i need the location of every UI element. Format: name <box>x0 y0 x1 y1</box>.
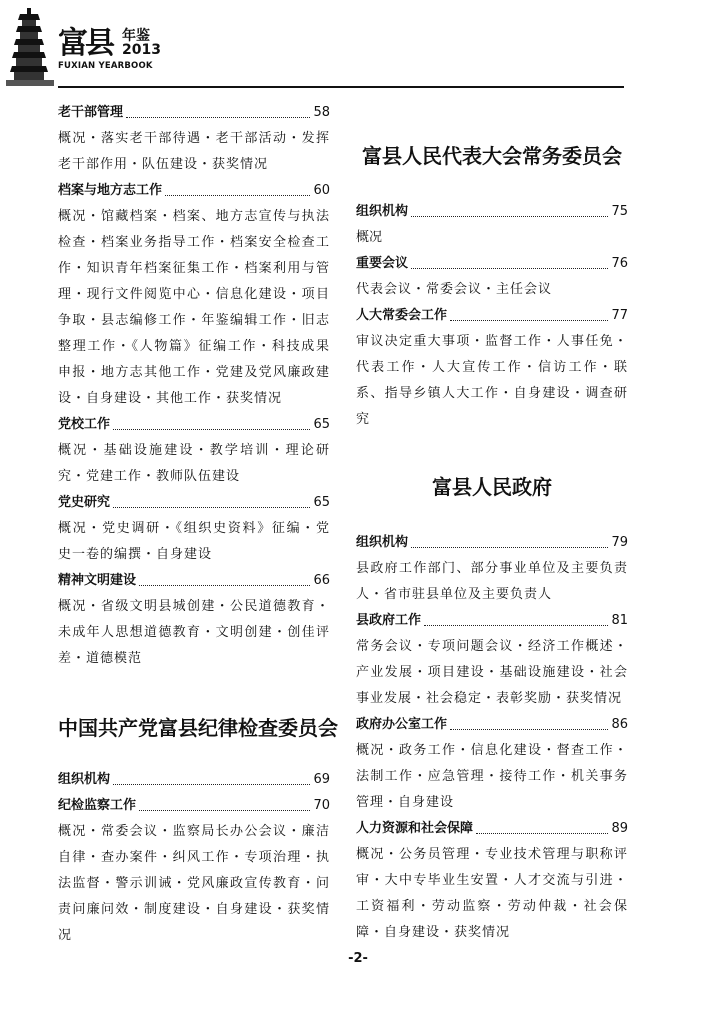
toc-entry-page: 70 <box>313 798 330 813</box>
toc-entry-heading[interactable] <box>58 767 330 793</box>
toc-entry-heading[interactable] <box>356 199 628 225</box>
yearbook-logo <box>58 26 168 71</box>
toc-entry <box>356 530 628 608</box>
toc-entry-title: 党史研究 <box>58 495 111 510</box>
toc-entry <box>356 816 628 946</box>
toc-entry-page: 86 <box>611 717 628 732</box>
toc-entry <box>356 251 628 303</box>
left-column <box>58 100 338 949</box>
toc-entry-heading[interactable] <box>356 608 628 634</box>
toc-entry-page: 79 <box>611 535 628 550</box>
toc-entry-desc: 概况・基础设施建设・教学培训・理论研究・党建工作・教师队伍建设 <box>58 443 330 484</box>
toc-entry <box>58 568 330 672</box>
toc-entry-title: 概况 <box>356 230 383 245</box>
toc-entry-desc: 概况・公务员管理・专业技术管理与职称评审・大中专毕业生安置・人才交流与引进・工资福利・劳动监察・劳动仲裁・社会保障・自身建设・获奖情况 <box>356 847 628 940</box>
toc-entry <box>58 100 330 178</box>
section-title: 富县人民政府 <box>432 475 552 499</box>
toc-entry <box>58 767 330 793</box>
toc-entry-title: 档案与地方志工作 <box>58 183 163 198</box>
toc-entry-desc: 概况・省级文明县城创建・公民道德教育・未成年人思想道德教育・文明创建・创佳评差・道德模范 <box>58 599 330 666</box>
toc-entry-heading[interactable] <box>356 530 628 556</box>
page-number: -2- <box>348 951 368 966</box>
toc-entry-page: 69 <box>313 772 330 787</box>
toc-entry-heading[interactable] <box>356 225 628 251</box>
toc-entry-title: 组织机构 <box>356 535 409 550</box>
toc-entry-title: 组织机构 <box>58 772 111 787</box>
toc-entry-page: 81 <box>611 613 628 628</box>
toc-entry-heading[interactable] <box>356 816 628 842</box>
toc-entry-page: 65 <box>313 495 330 510</box>
toc-entry-heading[interactable] <box>356 303 628 329</box>
toc-entry-desc: 概况・常委会议・监察局长办公会议・廉洁自律・查办案件・纠风工作・专项治理・执法监督・警示训诫・党风廉政宣传教育・问责问廉问效・制度建设・自身建设・获奖情况 <box>58 824 330 943</box>
toc-entry-title: 人力资源和社会保障 <box>356 821 474 836</box>
toc-entry-heading[interactable] <box>58 793 330 819</box>
toc-entry-page: 65 <box>313 417 330 432</box>
toc-entry <box>58 178 330 412</box>
toc-entry-title: 精神文明建设 <box>58 573 137 588</box>
toc-entry-page: 89 <box>611 821 628 836</box>
toc-entry-desc: 常务会议・专项问题会议・经济工作概述・产业发展・项目建设・基础设施建设・社会事业发展・社会稳定・表彰奖励・获奖情况 <box>356 639 628 706</box>
toc-entry-page: 75 <box>611 204 628 219</box>
toc-entry-desc: 审议决定重大事项・监督工作・人事任免・代表工作・人大宣传工作・信访工作・联系、指导乡镇人大工作・自身建设・调查研究 <box>356 334 628 427</box>
toc-entry-page: 58 <box>313 105 330 120</box>
logo-title: 富县 <box>58 26 112 61</box>
toc-entry-desc: 概况・党史调研・《组织史资料》征编・党史一卷的编撰・自身建设 <box>58 521 330 562</box>
toc-entry-page: 66 <box>313 573 330 588</box>
logo-yearbook-label: 年鉴 <box>122 28 150 44</box>
section-title: 富县人民代表大会常务委员会 <box>362 144 622 168</box>
toc-entry-title: 老干部管理 <box>58 105 124 120</box>
logo-english: FUXIAN YEARBOOK <box>58 61 153 71</box>
logo-year: 2013 <box>122 42 161 58</box>
page-header <box>0 0 716 90</box>
toc-entry <box>58 412 330 490</box>
toc-entry <box>356 712 628 816</box>
toc-entry <box>58 490 330 568</box>
right-column <box>356 100 628 946</box>
toc-entry-title: 党校工作 <box>58 417 111 432</box>
pagoda-icon <box>6 8 54 88</box>
toc-entry-desc: 概况・馆藏档案・档案、地方志宣传与执法检查・档案业务指导工作・档案安全检查工作・知识青年档案征集工作・档案利用与管理・现行文件阅览中心・信息化建设・项目争取・县志编修工作・年鉴编辑工作・旧志整理工作・《人物篇》征编工作・科技成果申报・地方志其他工作・党建及党风廉政建设・自身建设・其他工作・获奖情况 <box>58 209 330 406</box>
toc-entry-desc: 县政府工作部门、部分事业单位及主要负责人・省市驻县单位及主要负责人 <box>356 561 628 602</box>
header-rule <box>58 86 624 88</box>
toc-entry-heading[interactable] <box>58 490 330 516</box>
toc-entry-heading[interactable] <box>356 712 628 738</box>
toc-entry-title: 县政府工作 <box>356 613 422 628</box>
toc-entry-title: 政府办公室工作 <box>356 717 448 732</box>
section-title: 中国共产党富县纪律检查委员会 <box>58 716 338 740</box>
toc-entry-heading[interactable] <box>58 412 330 438</box>
toc-entry-title: 纪检监察工作 <box>58 798 137 813</box>
toc-entry <box>58 793 330 949</box>
toc-entry <box>356 608 628 712</box>
toc-entry-title: 重要会议 <box>356 256 409 271</box>
toc-entry-desc: 概况・落实老干部待遇・老干部活动・发挥老干部作用・队伍建设・获奖情况 <box>58 131 330 172</box>
toc-entry-title: 组织机构 <box>356 204 409 219</box>
toc-entry-heading[interactable] <box>58 100 330 126</box>
toc-entry-desc: 概况・政务工作・信息化建设・督查工作・法制工作・应急管理・接待工作・机关事务管理・自身建设 <box>356 743 628 810</box>
toc-entry-heading[interactable] <box>356 251 628 277</box>
toc-entry <box>356 225 628 251</box>
toc-entry-page: 60 <box>313 183 330 198</box>
toc-entry-page: 76 <box>611 256 628 271</box>
toc-entry-heading[interactable] <box>58 178 330 204</box>
toc-entry-title: 人大常委会工作 <box>356 308 448 323</box>
toc-entry <box>356 199 628 225</box>
toc-entry-heading[interactable] <box>58 568 330 594</box>
toc-entry-desc: 代表会议・常委会议・主任会议 <box>356 282 553 297</box>
toc-entry-page: 77 <box>611 308 628 323</box>
toc-entry <box>356 303 628 433</box>
